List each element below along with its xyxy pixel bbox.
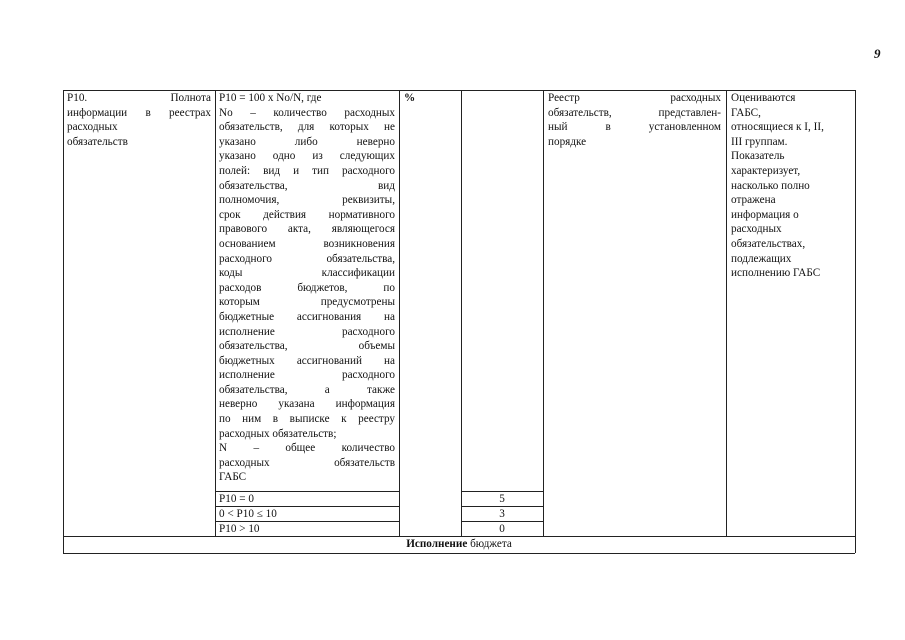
source-cell: [548, 91, 721, 149]
text-line: неверно указана информация: [219, 398, 395, 411]
text-line: III группам.: [731, 135, 788, 148]
condition-1: P10 = 0: [219, 493, 254, 505]
comment-cell: [731, 91, 841, 281]
formula-cell: [219, 91, 395, 485]
text-line: обязательств: [67, 135, 128, 148]
text-line: P10. Полнота: [67, 92, 211, 104]
text-line: No – количество расходных: [219, 106, 395, 119]
score-2: 3: [499, 508, 505, 520]
text-line: информации в реестрах: [67, 106, 211, 119]
text-line: бюджетных ассигнований на: [219, 354, 395, 367]
text-line: подлежащих: [731, 252, 792, 265]
text-line: исполнение расходного: [219, 369, 395, 382]
unit-cell: %: [404, 92, 416, 104]
score-1: 5: [499, 493, 505, 505]
text-line: насколько полно: [731, 179, 810, 192]
text-line: которым предусмотрены: [219, 296, 395, 309]
text-line: Реестр расходных: [548, 92, 721, 104]
text-line: расходного обязательства,: [219, 252, 395, 265]
text-line: срок действия нормативного: [219, 208, 395, 221]
text-line: полномочия, реквизиты,: [219, 194, 395, 207]
condition-2: 0 < P10 ≤ 10: [219, 508, 277, 520]
text-line: указано либо неверно: [219, 135, 395, 148]
text-line: Оцениваются: [731, 92, 796, 104]
text-line: информация о: [731, 208, 799, 221]
text-line: расходных обязательств;: [219, 427, 337, 440]
text-line: ГАБС: [219, 471, 247, 484]
text-line: основанием возникновения: [219, 237, 395, 250]
text-line: обязательств, представлен-: [548, 106, 721, 119]
text-line: расходных обязательств: [219, 456, 395, 469]
indicator-cell: [67, 91, 211, 149]
score-3: 0: [499, 523, 505, 535]
condition-3: P10 > 10: [219, 523, 260, 535]
text-line: расходных: [731, 223, 782, 236]
text-line: бюджетные ассигнования на: [219, 310, 395, 323]
page-number: 9: [874, 46, 881, 61]
text-line: расходов бюджетов, по: [219, 281, 395, 294]
text-line: указано одно из следующих: [219, 150, 395, 163]
text-line: исполнению ГАБС: [731, 267, 821, 280]
text-line: обязательств, для которых не: [219, 121, 395, 134]
text-line: расходных: [67, 121, 118, 134]
text-line: обязательства, а также: [219, 383, 395, 396]
text-line: ный в установленном: [548, 121, 721, 134]
text-line: Показатель: [731, 150, 785, 163]
text-line: полей: вид и тип расходного: [219, 164, 395, 177]
text-line: N – общее количество: [219, 442, 395, 455]
text-line: обязательствах,: [731, 237, 806, 250]
text-line: правового акта, являющегося: [219, 223, 395, 236]
text-line: по ним в выписке к реестру: [219, 413, 395, 426]
text-line: исполнение расходного: [219, 325, 395, 338]
text-line: относящиеся к I, II,: [731, 121, 824, 134]
text-line: характеризует,: [731, 164, 801, 177]
text-line: порядке: [548, 135, 587, 148]
text-line: ГАБС,: [731, 106, 761, 119]
section-heading: Исполнение бюджета: [406, 538, 512, 550]
text-line: обязательства, вид: [219, 179, 395, 192]
text-line: P10 = 100 x No/N, где: [219, 92, 322, 104]
text-line: обязательства, объемы: [219, 340, 395, 353]
text-line: коды классификации: [219, 267, 395, 280]
text-line: отражена: [731, 194, 776, 207]
